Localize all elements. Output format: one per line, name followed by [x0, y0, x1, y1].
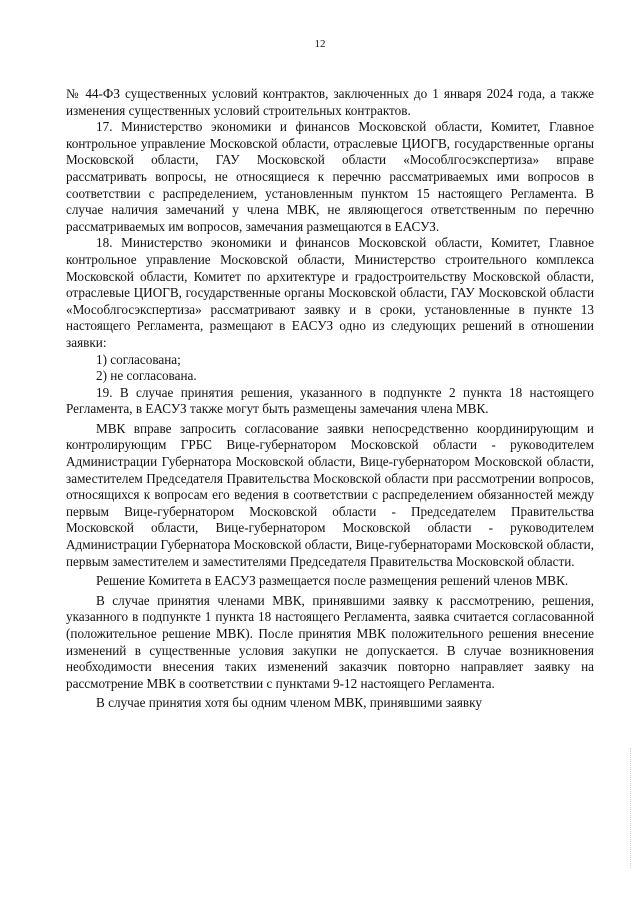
- document-body: [66, 86, 594, 712]
- page-number: 12: [314, 38, 326, 50]
- paragraph-positive-decision: В случае принятия членами МВК, принявшими заявку к рассмотрению, решения, указанного в подпункте 1 пункта 18 настоящего Регламента, заявка считается согласованной (положительное решение МВК). После принятия МВК положительного решения внесение изменений в существенные условия закупки не допускается. В случае возникновения необходимости внесения таких изменений заказчик повторно направляет заявку на рассмотрение МВК в соответствии с пунктами 9-12 настоящего Регламента.: [66, 592, 594, 691]
- paragraph-mvk-request: МВК вправе запросить согласование заявки непосредственно координирующим и контролирующим ГРБС Вице-губернатором Московской области - руководителем Администрации Губернатора Московской области, Вице-губернатором Московской области, заместителем Председателя Правительства Московской области при рассмотрении вопросов, относящихся к вопросам его ведения в соответствии с распределением обязанностей между первым Вице-губернатором Московской области - Председателем Правительства Московской области, Вице-губернатором Московской области - руководителем Администрации Губернатора Московской области, Вице-губернаторами Московской области, первым заместителем и заместителями Председателя Правительства Московской области.: [66, 420, 594, 569]
- paragraph-19: 19. В случае принятия решения, указанного в подпункте 2 пункта 18 настоящего Регламента, в ЕАСУЗ также могут быть размещены замечания члена МВК.: [66, 384, 594, 417]
- paragraph-18: 18. Министерство экономики и финансов Московской области, Комитет, Главное контрольное управление Московской области, Министерство строительного комплекса Московской области, Комитет по архитектуре и градостроительству Московской области, отраслевые ЦИОГВ, государственные органы Московской области, ГАУ Московской области «Мособлгосэкспертиза» рассматривают заявку и в сроки, установленные в пункте 13 настоящего Регламента, размещают в ЕАСУЗ одно из следующих решений в отношении заявки:: [66, 235, 594, 350]
- scan-edge-marks: [630, 748, 634, 868]
- paragraph-committee-decision: Решение Комитета в ЕАСУЗ размещается после размещения решений членов МВК.: [96, 573, 569, 589]
- paragraph-continuation: № 44-ФЗ существенных условий контрактов, заключенных до 1 января 2024 года, а также изменения существенных условий строительных контрактов.: [66, 86, 594, 118]
- paragraph-17: 17. Министерство экономики и финансов Московской области, Комитет, Главное контрольное управление Московской области, отраслевые ЦИОГВ, государственные органы Московской области, ГАУ Московской области «Мособлгосэкспертиза» вправе рассматривать вопросы, не относящиеся к перечню рассматриваемых ими вопросов в соответствии с распределением, установленным пунктом 15 настоящего Регламента. В случае наличия замечаний у члена МВК, не являющегося ответственным по перечню рассматриваемых им вопросов, замечания размещаются в ЕАСУЗ.: [66, 119, 594, 234]
- list-item-not-agreed: 2) не согласована.: [96, 368, 197, 384]
- list-item-agreed: 1) согласована;: [96, 351, 181, 367]
- paragraph-negative-decision: В случае принятия хотя бы одним членом МВК, принявшими заявку: [96, 695, 482, 711]
